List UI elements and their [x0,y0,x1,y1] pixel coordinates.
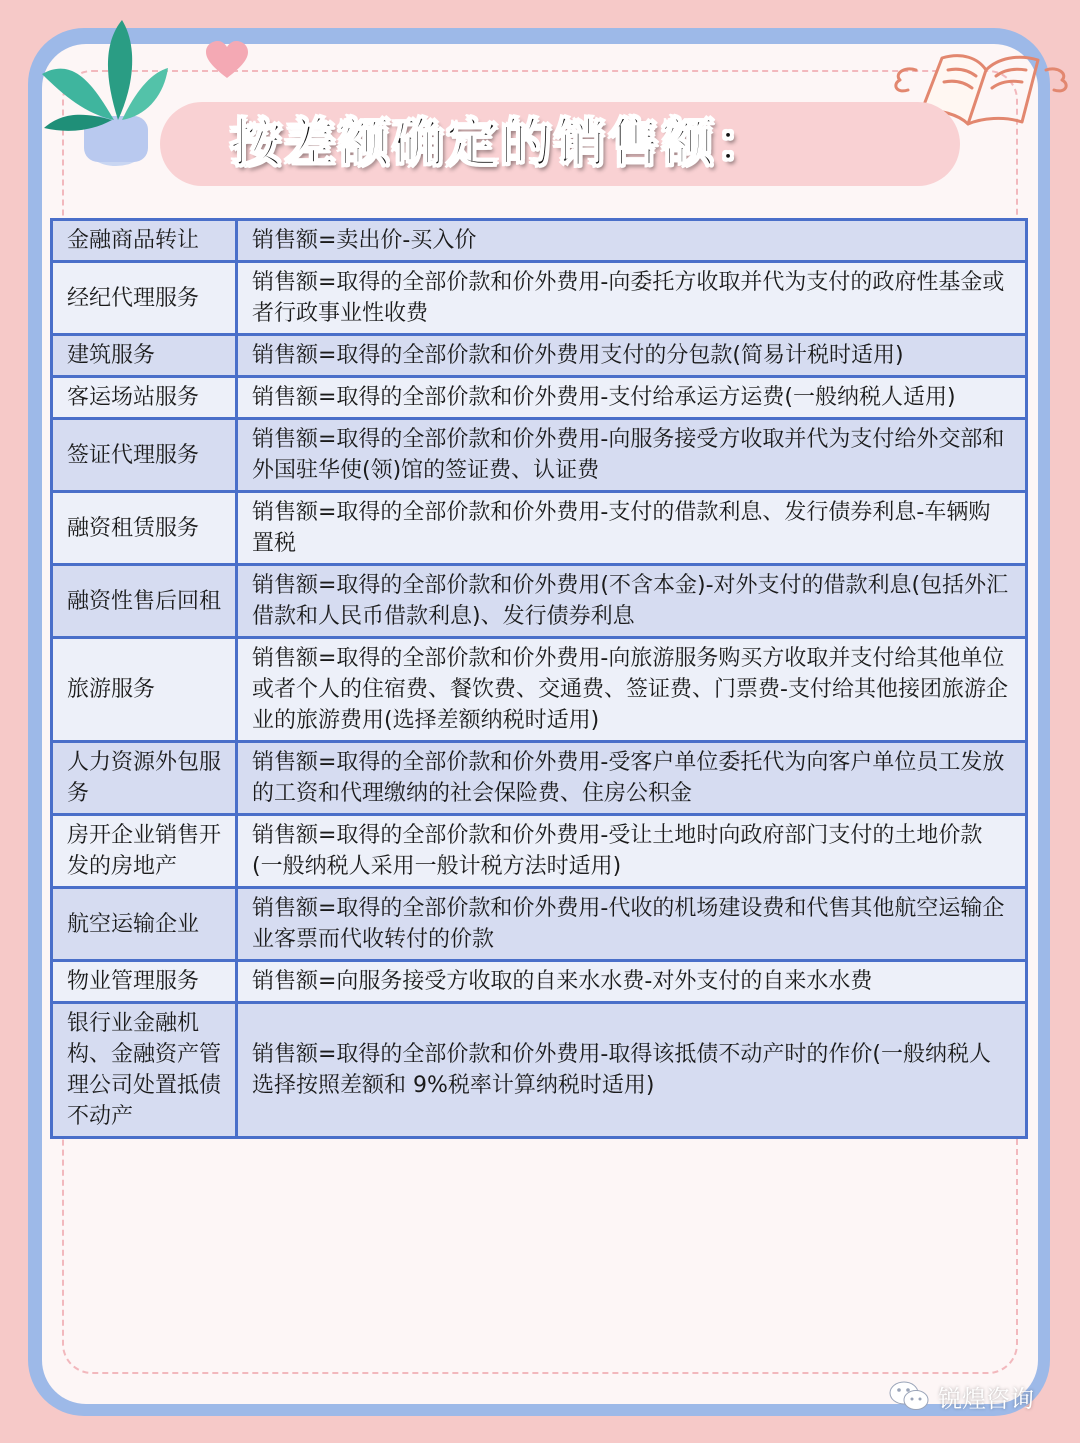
wechat-watermark [888,1376,1034,1416]
service-name: 人力资源外包服务 [52,742,237,815]
service-name: 航空运输企业 [52,888,237,961]
service-name: 房开企业销售开发的房地产 [52,815,237,888]
service-name: 银行业金融机构、金融资产管理公司处置抵债不动产 [52,1003,237,1138]
table-row [52,262,1027,335]
sales-formula: 销售额=向服务接受方收取的自来水水费-对外支付的自来水水费 [237,961,1027,1003]
sales-formula: 销售额=取得的全部价款和价外费用-受客户单位委托代为向客户单位员工发放的工资和代理缴纳的社会保险费、住房公积金 [237,742,1027,815]
sales-formula: 销售额=取得的全部价款和价外费用-向旅游服务购买方收取并支付给其他单位或者个人的住宿费、餐饮费、交通费、签证费、门票费-支付给其他接团旅游企业的旅游费用(选择差额纳税时适用) [237,638,1027,742]
page-title: 按差额确定的销售额： [229,114,770,174]
table-row [52,377,1027,419]
table-row [52,565,1027,638]
heart-icon [204,40,250,80]
sales-formula: 销售额=取得的全部价款和价外费用-代收的机场建设费和代售其他航空运输企业客票而代收转付的价款 [237,888,1027,961]
table-row [52,815,1027,888]
sales-formula: 销售额=取得的全部价款和价外费用-向委托方收取并代为支付的政府性基金或者行政事业性收费 [237,262,1027,335]
sales-formula: 销售额=取得的全部价款和价外费用-受让土地时向政府部门支付的土地价款(一般纳税人采用一般计税方法时适用) [237,815,1027,888]
sales-formula: 销售额=取得的全部价款和价外费用-向服务接受方收取并代为支付给外交部和外国驻华使(领)馆的签证费、认证费 [237,419,1027,492]
table-row [52,419,1027,492]
brand-name: 锐煌咨询 [938,1384,1034,1413]
sales-formula: 销售额=取得的全部价款和价外费用-取得该抵债不动产时的作价(一般纳税人选择按照差额和 9%税率计算纳税时适用) [237,1003,1027,1138]
service-name: 客运场站服务 [52,377,237,419]
service-name: 金融商品转让 [52,220,237,262]
service-name: 签证代理服务 [52,419,237,492]
sales-formula: 销售额=取得的全部价款和价外费用(不含本金)-对外支付的借款利息(包括外汇借款和人民币借款利息)、发行债券利息 [237,565,1027,638]
table-row [52,492,1027,565]
table-row [52,888,1027,961]
sales-formula: 销售额=取得的全部价款和价外费用-支付的借款利息、发行债券利息-车辆购置税 [237,492,1027,565]
service-name: 融资租赁服务 [52,492,237,565]
service-name: 经纪代理服务 [52,262,237,335]
table-row [52,1003,1027,1138]
sales-formula: 销售额=取得的全部价款和价外费用支付的分包款(简易计税时适用) [237,335,1027,377]
table-row [52,742,1027,815]
differential-sales-table [50,218,1028,1139]
table-row [52,220,1027,262]
service-name: 旅游服务 [52,638,237,742]
service-name: 物业管理服务 [52,961,237,1003]
sales-formula: 销售额=取得的全部价款和价外费用-支付给承运方运费(一般纳税人适用) [237,377,1027,419]
service-name: 融资性售后回租 [52,565,237,638]
table-row [52,335,1027,377]
sales-formula: 销售额=卖出价-买入价 [237,220,1027,262]
service-name: 建筑服务 [52,335,237,377]
table-row [52,961,1027,1003]
table-row [52,638,1027,742]
wechat-icon [888,1379,930,1413]
